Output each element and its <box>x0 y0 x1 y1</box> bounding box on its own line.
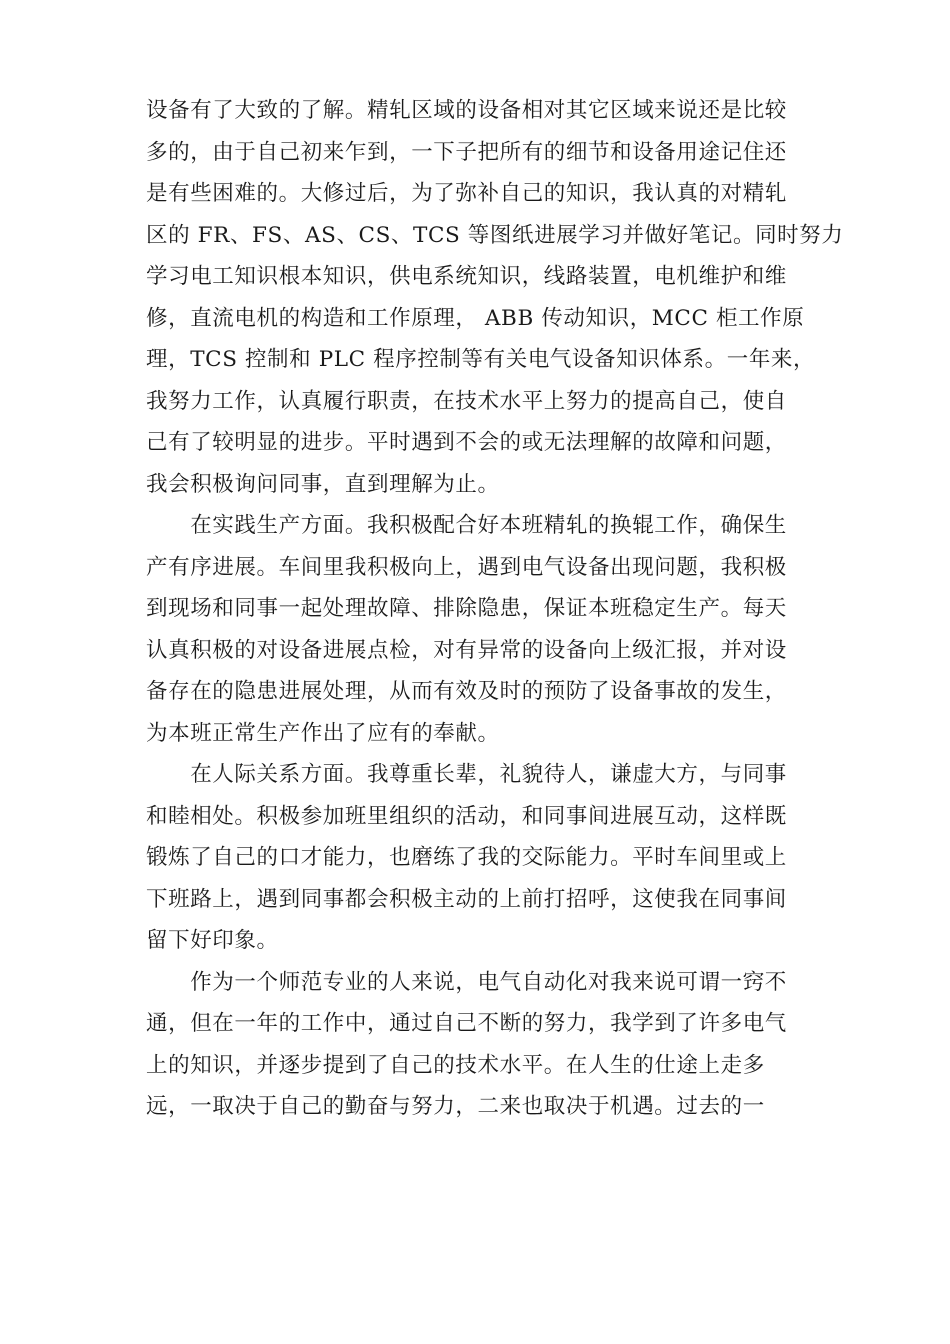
text-line: 多的，由于自己初来乍到，一下子把所有的细节和设备用途记住还 <box>146 139 787 165</box>
text-line: 通，但在一年的工作中，通过自己不断的努力，我学到了许多电气 <box>146 1011 787 1036</box>
document-body <box>146 90 844 1128</box>
text-line: 远，一取决于自己的勤奋与努力，二来也取决于机遇。过去的一 <box>146 1094 765 1119</box>
text-line: 是有些困难的。大修过后，为了弥补自己的知识，我认真的对精轧 <box>146 181 787 206</box>
text-line: 备存在的隐患进展处理，从而有效及时的预防了设备事故的发生， <box>146 679 787 704</box>
text-line: 在人际关系方面。我尊重长辈，礼貌待人，谦虚大方，与同事 <box>146 762 787 787</box>
text-line: 己有了较明显的进步。平时遇到不会的或无法理解的故障和问题， <box>146 430 787 455</box>
text-line: 区的 FR、FS、AS、CS、TCS 等图纸进展学习并做好笔记。同时努力 <box>146 222 844 248</box>
text-line: 在实践生产方面。我积极配合好本班精轧的换辊工作，确保生 <box>146 513 787 538</box>
text-line: 我会积极询问同事，直到理解为止。 <box>146 471 500 497</box>
text-line: 设备有了大致的了解。精轧区域的设备相对其它区域来说还是比较 <box>146 98 787 123</box>
text-line: 我努力工作，认真履行职责，在技术水平上努力的提高自己，使自 <box>146 388 787 414</box>
text-line: 上的知识，并逐步提到了自己的技术水平。在人生的仕途上走多 <box>146 1052 765 1078</box>
text-line: 认真积极的对设备进展点检，对有异常的设备向上级汇报，并对设 <box>146 637 787 663</box>
text-line: 产有序进展。车间里我积极向上，遇到电气设备出现问题，我积极 <box>146 554 787 580</box>
text-line: 到现场和同事一起处理故障、排除隐患，保证本班稳定生产。每天 <box>146 596 787 621</box>
text-line: 学习电工知识根本知识，供电系统知识，线路装置，电机维护和维 <box>146 264 787 289</box>
text-line: 锻炼了自己的口才能力，也磨练了我的交际能力。平时车间里或上 <box>146 845 787 870</box>
text-line: 修，直流电机的构造和工作原理， ABB 传动知识，MCC 柜工作原 <box>146 305 805 331</box>
text-line: 为本班正常生产作出了应有的奉献。 <box>146 720 500 746</box>
text-line: 留下好印象。 <box>146 928 279 953</box>
text-line: 理，TCS 控制和 PLC 程序控制等有关电气设备知识体系。一年来， <box>146 347 816 372</box>
text-line: 下班路上，遇到同事都会积极主动的上前打招呼，这使我在同事间 <box>146 886 787 912</box>
text-line: 和睦相处。积极参加班里组织的活动，和同事间进展互动，这样既 <box>146 803 787 829</box>
text-line: 作为一个师范专业的人来说，电气自动化对我来说可谓一窍不 <box>146 969 787 995</box>
